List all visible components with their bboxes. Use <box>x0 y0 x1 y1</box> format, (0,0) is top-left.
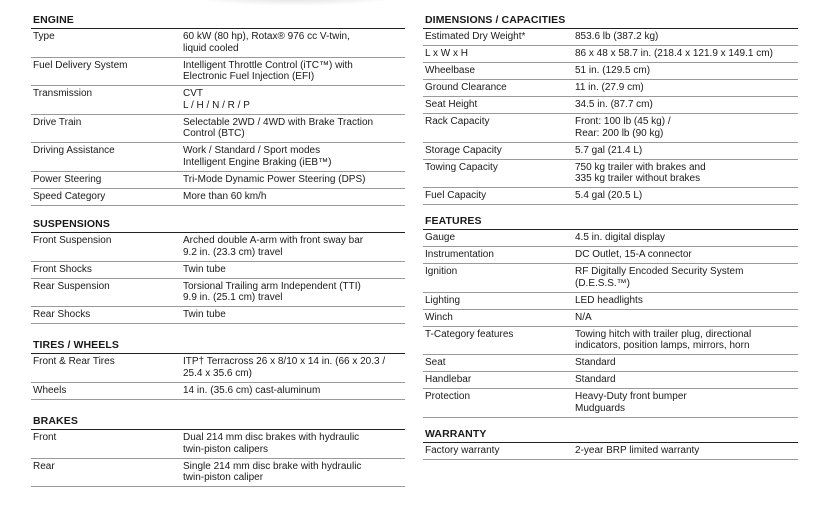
spec-value <box>183 86 250 114</box>
spec-value-line: LED headlights <box>575 294 643 306</box>
spec-value-line: Standard <box>575 357 616 368</box>
spec-value-line: Twin tube <box>183 309 226 320</box>
section-title: TIRES / WHEELS <box>31 338 405 354</box>
spec-value-line: Electronic Fuel Injection (EFI) <box>183 71 315 82</box>
spec-value-line: liquid cooled <box>183 42 239 54</box>
spec-value-line: 14 in. (35.6 cm) cast-aluminum <box>183 384 321 396</box>
spec-row-seat <box>423 355 798 372</box>
section-dimensions-capacities <box>423 13 798 205</box>
spec-row-transmission <box>31 86 405 115</box>
spec-label: Front Shocks <box>33 263 92 275</box>
spec-value-line: DC Outlet, 15-A connector <box>575 249 692 260</box>
spec-label: Driving Assistance <box>33 145 115 156</box>
spec-row-lighting <box>423 293 798 310</box>
spec-value-line: CVT <box>183 88 203 99</box>
section-title: WARRANTY <box>423 427 798 443</box>
section-title: DIMENSIONS / CAPACITIES <box>423 13 798 29</box>
spec-label: Protection <box>425 391 471 402</box>
section-title: SUSPENSIONS <box>31 217 405 233</box>
spec-value-line: 853.6 lb (387.2 kg) <box>575 31 659 42</box>
section-warranty <box>423 427 798 460</box>
spec-value-line: Control (BTC) <box>183 128 245 139</box>
spec-label: Rear Suspension <box>33 280 110 292</box>
spec-value-line: Intelligent Throttle Control (iTC™) with <box>183 59 353 71</box>
spec-row-fuel-capacity <box>423 188 798 205</box>
spec-row-front-shocks <box>31 262 405 279</box>
spec-label: Speed Category <box>33 190 106 202</box>
spec-label: Winch <box>425 311 453 323</box>
spec-value <box>575 247 692 263</box>
spec-label: Wheels <box>33 384 67 396</box>
spec-row-factory-warranty <box>423 443 798 460</box>
spec-value-line: Twin tube <box>183 263 226 275</box>
spec-label: Gauge <box>425 232 456 243</box>
spec-value-line: 51 in. (129.5 cm) <box>575 65 651 76</box>
spec-label: Seat <box>425 357 446 368</box>
spec-label: Ground Clearance <box>425 82 507 93</box>
spec-value-line: 2-year BRP limited warranty <box>575 445 700 456</box>
spec-value <box>183 58 353 86</box>
spec-row-wheels <box>31 383 405 400</box>
spec-value <box>575 114 671 142</box>
spec-label: Power Steering <box>33 173 102 185</box>
spec-value-line: Mudguards <box>575 402 626 414</box>
spec-value <box>575 46 773 62</box>
spec-value <box>183 459 361 487</box>
spec-value <box>183 172 365 188</box>
spec-row-towing-capacity <box>423 160 798 189</box>
spec-label: Wheelbase <box>425 65 476 76</box>
spec-row-speed-category <box>31 189 405 206</box>
spec-row-protection <box>423 389 798 418</box>
spec-value-line: Rear: 200 lb (90 kg) <box>575 127 664 139</box>
spec-value-line: 9.9 in. (25.1 cm) travel <box>183 292 283 303</box>
spec-row-gauge <box>423 230 798 247</box>
spec-value <box>575 443 699 459</box>
spec-row-estimated-dry-weight <box>423 29 798 46</box>
spec-row-rear-shocks <box>31 307 405 324</box>
spec-value <box>183 29 350 57</box>
spec-row-storage-capacity <box>423 143 798 160</box>
spec-label: Lighting <box>425 294 461 306</box>
spec-value-line: twin-piston calipers <box>183 443 269 455</box>
spec-label: Handlebar <box>425 374 472 385</box>
spec-value-line: Single 214 mm disc brake with hydraulic <box>183 460 362 472</box>
spec-value <box>183 262 226 278</box>
section-title: ENGINE <box>31 13 405 29</box>
spec-value-line: Intelligent Engine Braking (iEB™) <box>183 156 332 168</box>
spec-row-l-x-w-x-h <box>423 46 798 63</box>
section-brakes <box>31 414 405 487</box>
spec-value-line: Front: 100 lb (45 kg) / <box>575 116 671 127</box>
section-features <box>423 214 798 418</box>
spec-value <box>575 355 616 371</box>
spec-row-driving-assistance <box>31 143 405 172</box>
spec-row-rear-suspension <box>31 279 405 308</box>
spec-row-front <box>31 430 405 459</box>
spec-value-line: 5.7 gal (21.4 L) <box>575 144 643 156</box>
spec-row-ignition <box>423 264 798 293</box>
spec-value-line: Dual 214 mm disc brakes with hydraulic <box>183 432 360 443</box>
spec-value <box>575 29 658 45</box>
spec-value-line: (D.E.S.S.™) <box>575 277 631 289</box>
spec-value <box>183 383 320 399</box>
spec-value-line: Selectable 2WD / 4WD with Brake Traction <box>183 116 374 128</box>
spec-value-line: Work / Standard / Sport modes <box>183 145 321 156</box>
spec-value-line: 60 kW (80 hp), Rotax® 976 cc V-twin, <box>183 31 350 42</box>
spec-value <box>575 293 643 309</box>
spec-label: Ignition <box>425 266 458 277</box>
spec-value-line: More than 60 km/h <box>183 190 267 202</box>
spec-row-t-category-features <box>423 327 798 356</box>
spec-label: L x W x H <box>425 48 468 59</box>
spec-value <box>575 160 706 188</box>
spec-row-rear <box>31 459 405 488</box>
spec-value-line: Heavy-Duty front bumper <box>575 391 687 402</box>
spec-row-seat-height <box>423 97 798 114</box>
spec-value-line: indicators, position lamps, mirrors, horn <box>575 340 750 351</box>
spec-label: Towing Capacity <box>425 161 498 173</box>
spec-label: Transmission <box>33 88 93 99</box>
spec-value-line: ITP† Terracross 26 x 8/10 x 14 in. (66 x 20.3 / <box>183 356 386 367</box>
spec-label: Storage Capacity <box>425 144 502 156</box>
spec-value-line: Tri-Mode Dynamic Power Steering (DPS) <box>183 173 366 185</box>
spec-value <box>183 233 363 261</box>
spec-label: Rear Shocks <box>33 309 91 320</box>
spec-label: Front & Rear Tires <box>33 356 115 367</box>
spec-value-line: 25.4 x 35.6 cm) <box>183 367 252 379</box>
spec-value-line: Torsional Trailing arm Independent (TTI) <box>183 280 361 292</box>
spec-value-line: 9.2 in. (23.3 cm) travel <box>183 246 283 258</box>
spec-row-ground-clearance <box>423 80 798 97</box>
spec-value <box>575 327 751 355</box>
spec-label: Rack Capacity <box>425 116 490 127</box>
spec-row-winch <box>423 310 798 327</box>
section-title: BRAKES <box>31 414 405 430</box>
spec-row-power-steering <box>31 172 405 189</box>
spec-label: T-Category features <box>425 328 514 340</box>
spec-row-drive-train <box>31 115 405 144</box>
spec-label: Factory warranty <box>425 445 500 456</box>
spec-value-line: 4.5 in. digital display <box>575 232 666 243</box>
spec-row-fuel-delivery-system <box>31 58 405 87</box>
spec-row-front-suspension <box>31 233 405 262</box>
spec-value-line: 335 kg trailer without brakes <box>575 173 701 184</box>
spec-label: Fuel Delivery System <box>33 59 128 71</box>
spec-value <box>183 143 331 171</box>
spec-value <box>183 115 373 143</box>
spec-value <box>575 97 653 113</box>
spec-value <box>183 430 359 458</box>
spec-value-line: 11 in. (27.9 cm) <box>575 82 644 93</box>
spec-label: Type <box>33 31 55 42</box>
spec-label: Estimated Dry Weight* <box>425 31 526 42</box>
spec-row-instrumentation <box>423 247 798 264</box>
spec-row-handlebar <box>423 372 798 389</box>
spec-label: Fuel Capacity <box>425 190 487 201</box>
spec-label: Front Suspension <box>33 235 112 246</box>
spec-value-line: 34.5 in. (87.7 cm) <box>575 99 653 110</box>
section-title: FEATURES <box>423 214 798 230</box>
spec-value-line: Standard <box>575 374 616 385</box>
spec-value-line: 86 x 48 x 58.7 in. (218.4 x 121.9 x 149.1 cm) <box>575 48 773 59</box>
spec-value-line: 5.4 gal (20.5 L) <box>575 190 643 201</box>
spec-value <box>575 264 743 292</box>
spec-value <box>575 389 687 417</box>
top-shadow <box>180 0 410 6</box>
spec-value <box>575 310 592 326</box>
spec-row-front-rear-tires <box>31 354 405 383</box>
spec-label: Rear <box>33 460 55 472</box>
spec-value <box>183 189 266 205</box>
spec-value-line: 750 kg trailer with brakes and <box>575 161 706 173</box>
spec-value <box>183 279 361 307</box>
spec-value-line: N/A <box>575 311 592 323</box>
spec-value <box>575 80 644 96</box>
spec-value <box>575 372 616 388</box>
spec-label: Instrumentation <box>425 249 494 260</box>
spec-row-wheelbase <box>423 63 798 80</box>
spec-row-rack-capacity <box>423 114 798 143</box>
spec-label: Seat Height <box>425 99 478 110</box>
spec-value-line: Towing hitch with trailer plug, directional <box>575 328 752 340</box>
spec-value <box>575 143 642 159</box>
spec-value-line: Arched double A-arm with front sway bar <box>183 235 364 246</box>
spec-row-type <box>31 29 405 58</box>
spec-value <box>575 230 665 246</box>
spec-value <box>183 354 385 382</box>
spec-label: Drive Train <box>33 116 82 128</box>
section-tires-wheels <box>31 338 405 400</box>
spec-label: Front <box>33 432 57 443</box>
section-engine <box>31 13 405 206</box>
spec-value-line: twin-piston caliper <box>183 472 264 483</box>
spec-value <box>183 307 226 323</box>
spec-value-line: RF Digitally Encoded Security System <box>575 266 744 277</box>
spec-value <box>575 188 642 204</box>
section-suspensions <box>31 217 405 324</box>
spec-value <box>575 63 650 79</box>
spec-value-line: L / H / N / R / P <box>183 99 250 111</box>
